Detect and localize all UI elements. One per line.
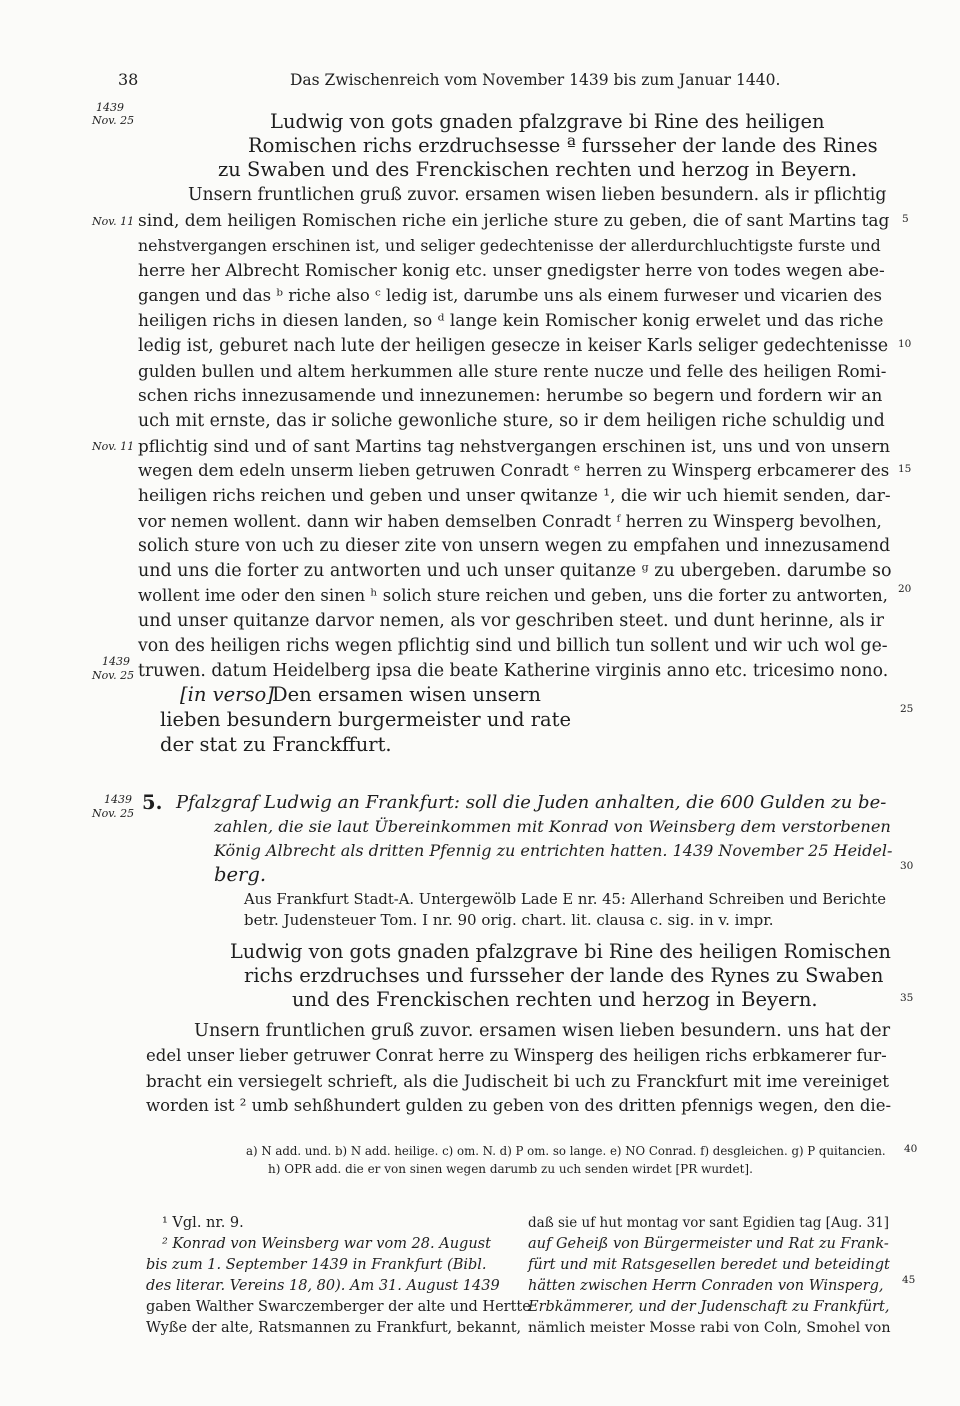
verso-line: der stat zu Franckffurt. bbox=[160, 733, 392, 756]
line-number: 45 bbox=[902, 1274, 916, 1286]
body-line: heiligen richs in diesen landen, so ᵈ lange kein Romischer konig erwelet und das riche bbox=[138, 311, 884, 331]
document-number: 5. bbox=[142, 791, 163, 814]
body-line: gangen und das ᵇ riche also ᶜ ledig ist, darumbe uns als einem furweser und vicarien des bbox=[138, 286, 883, 305]
footnote-line: auf Geheiß von Bürgermeister und Rat zu Frank- bbox=[528, 1236, 889, 1252]
body-line: bracht ein versiegelt schrieft, als die Judischeit bi uch zu Franckfurt mit ime vereiniget bbox=[146, 1071, 890, 1091]
margin-date-day: Nov. 25 bbox=[92, 669, 135, 682]
footnote-line: Erbkämmerer, und der Judenschaft zu Frankfürt, bbox=[528, 1299, 890, 1315]
body-line: wollent ime oder den sinen ʰ solich sture reichen und geben, uns die forter zu antworten, bbox=[138, 586, 888, 605]
body-line: uch mit ernste, das ir soliche gewonliche sture, so ir dem heiligen riche schuldig und bbox=[138, 411, 885, 431]
line-number: 5 bbox=[902, 213, 909, 225]
line-number: 10 bbox=[898, 338, 912, 350]
body-line: herre her Albrecht Romischer konig etc. unser gnedigster herre von todes wegen abe- bbox=[138, 261, 885, 281]
verso-label: [in verso] bbox=[180, 683, 274, 706]
footnote-line: hätten zwischen Herrn Conraden von Winsperg, bbox=[528, 1278, 884, 1294]
body-line: sind, dem heiligen Romischen riche ein jerliche sture zu geben, die of sant Martins tag bbox=[138, 211, 890, 231]
body-line: Unsern fruntlichen gruß zuvor. ersamen wisen lieben besundern. uns hat der bbox=[194, 1021, 891, 1041]
margin-date-year: 1439 bbox=[96, 101, 124, 114]
regest-line: Pfalzgraf Ludwig an Frankfurt: soll die Juden anhalten, die 600 Gulden zu be- bbox=[176, 792, 887, 813]
verso-line: Den ersamen wisen unsern bbox=[272, 683, 541, 706]
line-number: 30 bbox=[900, 860, 914, 872]
line-number: 35 bbox=[900, 992, 914, 1004]
footnote-line: ² Konrad von Weinsberg war vom 28. August bbox=[162, 1236, 491, 1252]
footnote-line: fürt und mit Ratsgesellen beredet und beteidingt bbox=[528, 1257, 890, 1273]
margin-date-nov11: Nov. 11 bbox=[92, 440, 135, 453]
body-line: und uns die forter zu antworten und uch unser quitanze ᵍ zu ubergeben. darumbe so bbox=[138, 561, 892, 581]
margin-date-day: Nov. 25 bbox=[92, 114, 135, 127]
body-line: schen richs innezusamende und innezunemen: herumbe so begern und fordern wir an bbox=[138, 386, 883, 406]
footnote-line: Wyße der alte, Ratsmannen zu Frankfurt, bekannt, bbox=[146, 1320, 522, 1336]
address-line: zu Swaben und des Frenckischen rechten und herzog in Beyern. bbox=[218, 158, 858, 181]
body-line: pflichtig sind und of sant Martins tag nehstvergangen erschinen ist, uns und von unsern bbox=[138, 436, 890, 456]
footnote-line: nämlich meister Mosse rabi von Coln, Smohel von bbox=[528, 1320, 891, 1336]
footnote-line: daß sie uf hut montag vor sant Egidien tag [Aug. 31] bbox=[528, 1215, 890, 1231]
address-line: und des Frenckischen rechten und herzog in Beyern. bbox=[292, 988, 818, 1011]
footnote-line: des literar. Vereins 18, 80). Am 31. August 1439 bbox=[146, 1278, 500, 1294]
margin-date-nov11: Nov. 11 bbox=[92, 215, 135, 228]
body-line: und unser quitanze darvor nemen, als vor geschriben steet. und dunt herinne, als ir bbox=[138, 611, 884, 631]
margin-date-day: Nov. 25 bbox=[92, 807, 135, 820]
body-line: edel unser lieber getruwer Conrat herre zu Winsperg des heiligen richs erbkamerer fur- bbox=[146, 1046, 887, 1065]
running-title: Das Zwischenreich vom November 1439 bis zum Januar 1440. bbox=[290, 71, 781, 89]
address-line: Ludwig von gots gnaden pfalzgrave bi Rine des heiligen bbox=[270, 110, 825, 133]
page-number: 38 bbox=[118, 70, 139, 89]
regest-line: berg. bbox=[214, 863, 267, 886]
regest-line: zahlen, die sie laut Übereinkommen mit Konrad von Weinsberg dem verstorbenen bbox=[214, 817, 891, 836]
regest-line: König Albrecht als dritten Pfennig zu entrichten hatten. 1439 November 25 Heidel- bbox=[214, 841, 893, 860]
address-line: Romischen richs erzdruchsesse ª fursseher der lande des Rines bbox=[248, 134, 878, 157]
source-line: betr. Judensteuer Tom. I nr. 90 orig. chart. lit. clausa c. sig. in v. impr. bbox=[244, 911, 774, 929]
body-line: vor nemen wollent. dann wir haben demselben Conradt ᶠ herren zu Winsperg bevolhen, bbox=[138, 511, 882, 531]
body-line: gulden bullen und altem herkummen alle sture rente nucze und felle des heiligen Romi- bbox=[138, 361, 887, 381]
margin-date-year: 1439 bbox=[104, 793, 132, 806]
body-line: worden ist ² umb sehßhundert gulden zu geben von des dritten pfennigs wegen, den die- bbox=[146, 1096, 892, 1115]
body-line: solich sture von uch zu dieser zite von unsern wegen zu empfahen und innezusamend bbox=[138, 536, 891, 556]
line-number: 40 bbox=[904, 1143, 918, 1155]
address-line: Ludwig von gots gnaden pfalzgrave bi Rine des heiligen Romischen bbox=[230, 940, 891, 963]
source-line: Aus Frankfurt Stadt-A. Untergewölb Lade E nr. 45: Allerhand Schreiben und Berichte bbox=[244, 891, 886, 908]
body-line: nehstvergangen erschinen ist, und seliger gedechtenisse der allerdurchluchtigste furste und bbox=[138, 236, 881, 255]
body-line: truwen. datum Heidelberg ipsa die beate Katherine virginis anno etc. tricesimo nono. bbox=[138, 661, 889, 681]
body-line: ledig ist, geburet nach lute der heiligen gesecze in keiser Karls seliger gedechtenisse bbox=[138, 336, 889, 356]
margin-date-year: 1439 bbox=[102, 655, 130, 668]
footnote-line: bis zum 1. September 1439 in Frankfurt (Bibl. bbox=[146, 1257, 487, 1273]
body-line: Unsern fruntlichen gruß zuvor. ersamen wisen lieben besundern. als ir pflichtig bbox=[188, 185, 887, 205]
body-line: wegen dem edeln unserm lieben getruwen Conradt ᵉ herren zu Winsperg erbcamerer des bbox=[138, 461, 890, 480]
line-number: 15 bbox=[898, 463, 912, 475]
address-line: richs erzdruchses und fursseher der lande des Rynes zu Swaben bbox=[244, 964, 884, 987]
line-number: 20 bbox=[898, 583, 912, 595]
body-line: heiligen richs reichen und geben und unser qwitanze ¹, die wir uch hiemit senden, dar- bbox=[138, 486, 891, 506]
apparatus-line: a) N add. und. b) N add. heilige. c) om. N. d) P om. so lange. e) NO Conrad. f) desgleichen. g) P quitancien. bbox=[246, 1144, 886, 1158]
apparatus-line: h) OPR add. die er von sinen wegen darumb zu uch senden wirdet [PR wurdet]. bbox=[268, 1162, 753, 1176]
footnote-line: ¹ Vgl. nr. 9. bbox=[162, 1215, 244, 1231]
body-line: von des heiligen richs wegen pflichtig sind und billich tun sollent und wir uch wol ge- bbox=[138, 636, 888, 656]
footnote-line: gaben Walther Swarczemberger der alte und Hertte bbox=[146, 1299, 531, 1315]
line-number: 25 bbox=[900, 703, 914, 715]
verso-line: lieben besundern burgermeister und rate bbox=[160, 708, 572, 731]
